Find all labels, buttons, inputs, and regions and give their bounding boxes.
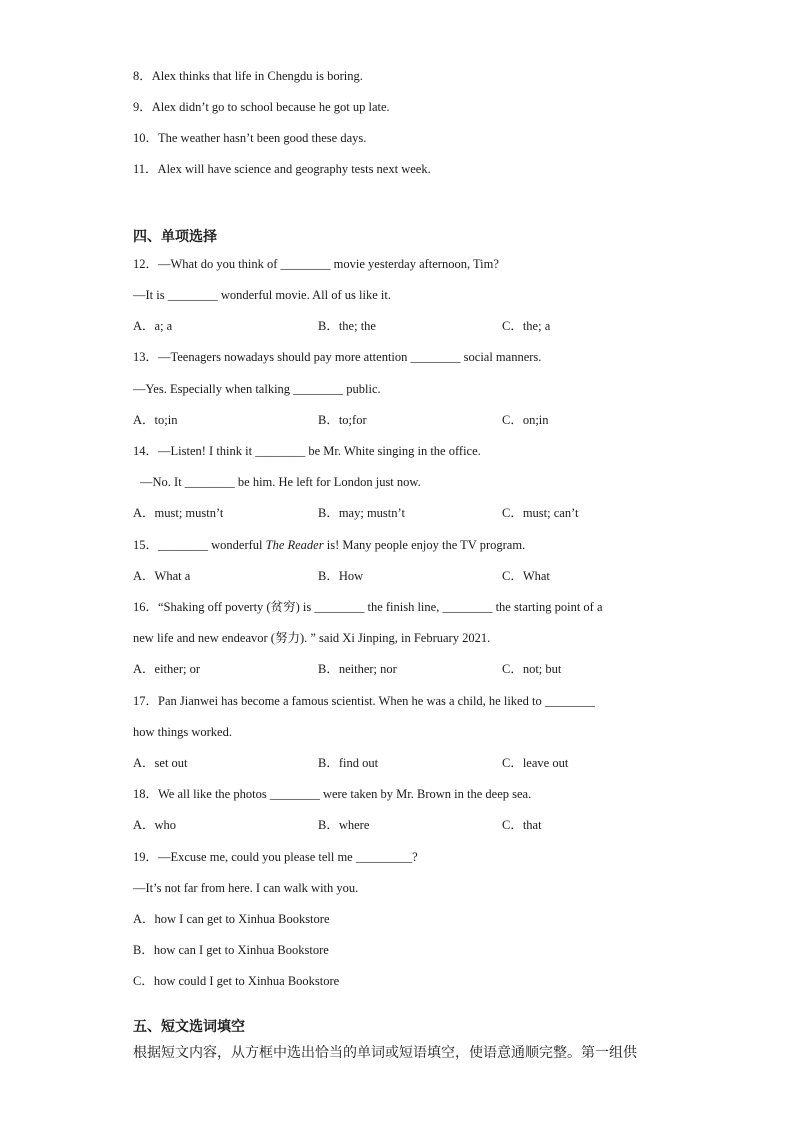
q12-line2: —It is ________ wonderful movie. All of us like it. bbox=[133, 288, 391, 302]
q12-option-a: A．a; a bbox=[133, 319, 173, 333]
statement-8: 8．Alex thinks that life in Chengdu is boring. bbox=[133, 69, 363, 83]
q14-option-a: A．must; mustn’t bbox=[133, 506, 224, 520]
q17-option-b: B．find out bbox=[318, 756, 379, 770]
statement-10: 10．The weather hasn’t been good these days. bbox=[133, 131, 367, 145]
q12-option-c: C．the; a bbox=[502, 319, 551, 333]
q15-title-italic: The Reader bbox=[265, 538, 324, 552]
section-5-title: 五、短文选词填空 bbox=[133, 1019, 245, 1035]
q18-option-c: C．that bbox=[502, 818, 542, 832]
q16-option-c: C．not; but bbox=[502, 662, 562, 676]
q17-line1: 17．Pan Jianwei has become a famous scientist. When he was a child, he liked to ________ bbox=[133, 694, 595, 708]
q15-line1 bbox=[133, 537, 525, 553]
q14-option-c: C．must; can’t bbox=[502, 506, 579, 520]
q18-line1: 18．We all like the photos ________ were taken by Mr. Brown in the deep sea. bbox=[133, 787, 532, 801]
q12-line1: 12．—What do you think of ________ movie yesterday afternoon, Tim? bbox=[133, 257, 499, 271]
q19-line2: —It’s not far from here. I can walk with you. bbox=[133, 881, 359, 895]
q13-line2: —Yes. Especially when talking ________ public. bbox=[133, 382, 381, 396]
q14-line1: 14．—Listen! I think it ________ be Mr. White singing in the office. bbox=[133, 444, 481, 458]
q19-line1: 19．—Excuse me, could you please tell me _________? bbox=[133, 850, 418, 864]
q17-option-a: A．set out bbox=[133, 756, 188, 770]
q15-option-b: B．How bbox=[318, 569, 364, 583]
q15-option-c: C．What bbox=[502, 569, 550, 583]
section-5-instruction: 根据短文内容，从方框中选出恰当的单词或短语填空，使语意通顺完整。第一组供 bbox=[133, 1045, 637, 1061]
q18-option-b: B．where bbox=[318, 818, 370, 832]
q13-option-c: C．on;in bbox=[502, 413, 549, 427]
statement-11: 11．Alex will have science and geography tests next week. bbox=[133, 162, 431, 176]
q19-option-b: B．how can I get to Xinhua Bookstore bbox=[133, 943, 329, 957]
q16-line1: 16．“Shaking off poverty (贫穷) is ________ the finish line, ________ the starting point of a bbox=[133, 600, 603, 614]
q17-line2: how things worked. bbox=[133, 725, 232, 739]
q13-line1: 13．—Teenagers nowadays should pay more attention ________ social manners. bbox=[133, 350, 542, 364]
q15-text-pre: 15．________ wonderful bbox=[133, 538, 266, 552]
q19-option-a: A．how I can get to Xinhua Bookstore bbox=[133, 912, 330, 926]
q17-option-c: C．leave out bbox=[502, 756, 569, 770]
q14-line2: —No. It ________ be him. He left for London just now. bbox=[140, 475, 421, 489]
q15-text-post: is! Many people enjoy the TV program. bbox=[323, 538, 526, 552]
q13-option-a: A．to;in bbox=[133, 413, 178, 427]
q19-option-c: C．how could I get to Xinhua Bookstore bbox=[133, 974, 340, 988]
q16-line2: new life and new endeavor (努力). ” said Xi Jinping, in February 2021. bbox=[133, 631, 491, 645]
q16-option-b: B．neither; nor bbox=[318, 662, 397, 676]
q13-option-b: B．to;for bbox=[318, 413, 367, 427]
q18-option-a: A．who bbox=[133, 818, 177, 832]
q12-option-b: B．the; the bbox=[318, 319, 376, 333]
section-4-title: 四、单项选择 bbox=[133, 229, 217, 245]
q15-option-a: A．What a bbox=[133, 569, 191, 583]
statement-9: 9．Alex didn’t go to school because he got up late. bbox=[133, 100, 390, 114]
q14-option-b: B．may; mustn’t bbox=[318, 506, 405, 520]
q16-option-a: A．either; or bbox=[133, 662, 200, 676]
